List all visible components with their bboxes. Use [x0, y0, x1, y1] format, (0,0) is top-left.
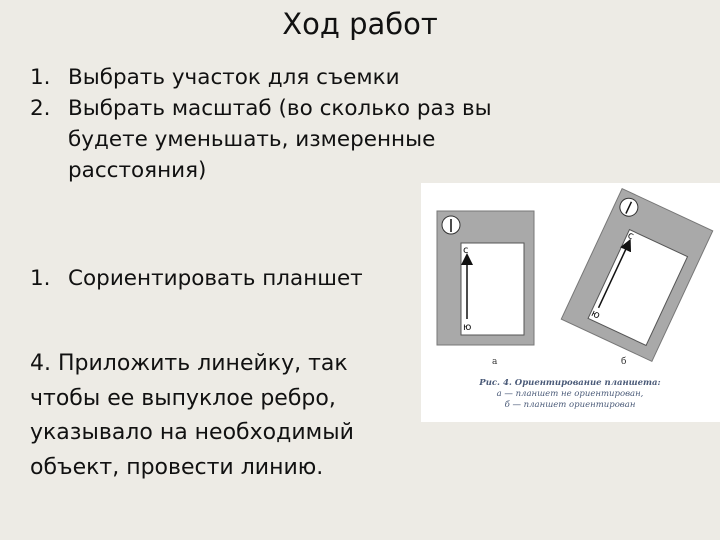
caption-line-1: Рис. 4. Ориентирование планшета: — [479, 378, 661, 388]
label-b: б — [621, 357, 627, 367]
north-label-a: с — [463, 245, 469, 256]
label-a: а — [492, 357, 498, 367]
board-a — [437, 211, 534, 345]
caption-line-3: б — планшет ориентирован — [504, 400, 636, 410]
board-b — [561, 189, 712, 362]
list-item-number: 1. — [30, 65, 51, 90]
list-item-text: Выбрать участок для съемки — [68, 65, 400, 90]
list-item-number: 2. — [30, 96, 51, 121]
south-label-a: ю — [463, 322, 472, 333]
plane-table-figure — [421, 183, 720, 422]
list-item-number: 1. — [30, 266, 51, 291]
list-item — [30, 62, 538, 93]
caption-line-2: а — планшет не ориентирован, — [496, 389, 644, 399]
south-label-b: ю — [589, 307, 602, 322]
list-item — [30, 93, 538, 186]
list-item — [30, 263, 363, 294]
list-item-text: Сориентировать планшет — [68, 266, 363, 291]
list-item-text: Выбрать масштаб (во сколько раз вы будете уменьшать, измеренные расстояния) — [68, 96, 492, 183]
step-4-paragraph: 4. Приложить линейку, так чтобы ее выпуклое ребро, указывало на необходимый объект, провести линию. — [30, 351, 354, 480]
steps-list — [30, 62, 538, 186]
slide-title: Ход работ — [282, 7, 438, 41]
north-label-b: с — [625, 229, 636, 243]
